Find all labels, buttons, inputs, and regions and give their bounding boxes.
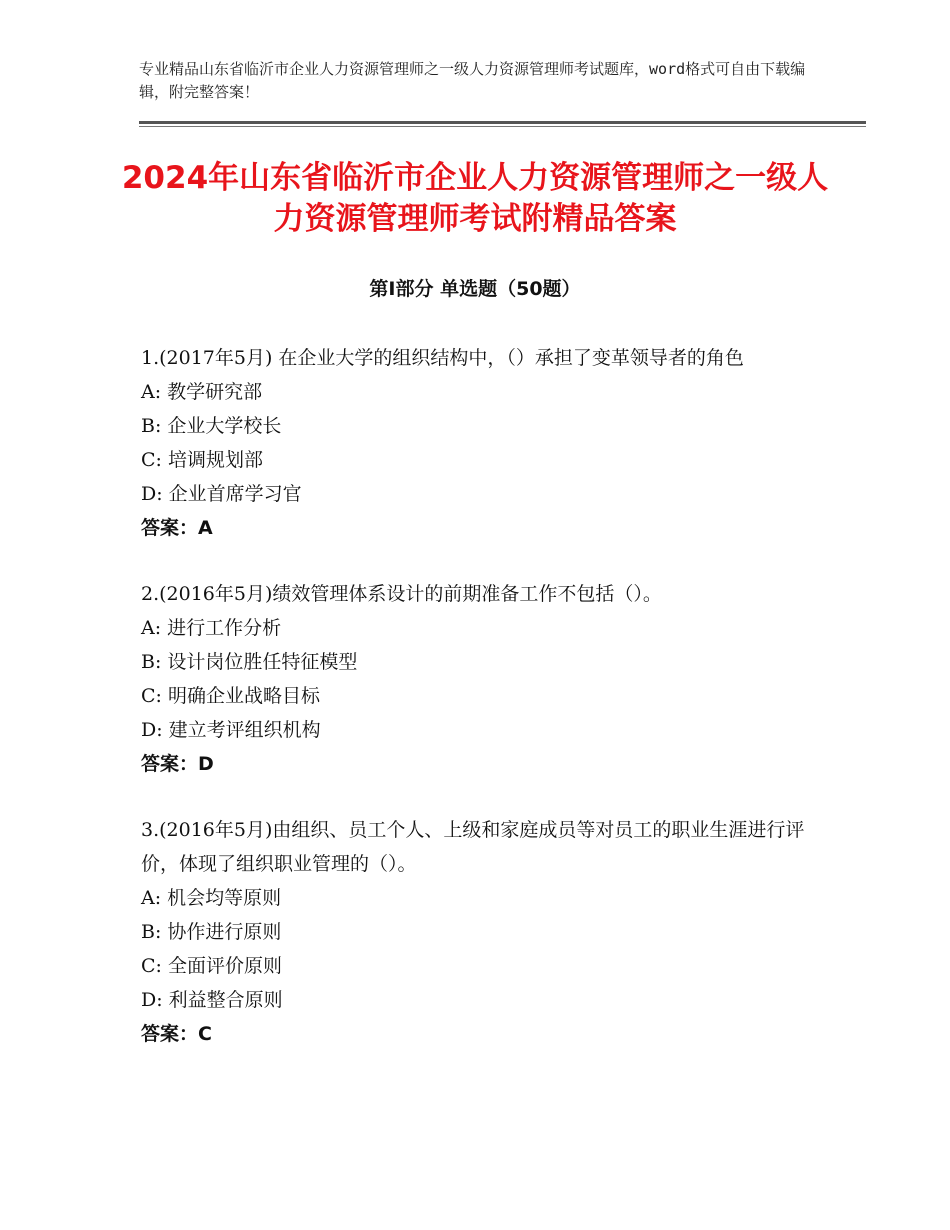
header-rule-thick: [139, 121, 866, 124]
option-a: A: 教学研究部: [141, 381, 263, 403]
section-heading: 第Ⅰ部分 单选题（50题）: [369, 278, 581, 300]
option-a: A: 进行工作分析: [141, 617, 282, 639]
answer: 答案：D: [141, 753, 214, 775]
question-2: [141, 577, 831, 781]
question-1: [141, 341, 831, 545]
question-stem: 3.(2016年5月)由组织、员工个人、上级和家庭成员等对员工的职业生涯进行评价，体现了组织职业管理的（）。: [141, 819, 805, 875]
question-stem: 2.(2016年5月)绩效管理体系设计的前期准备工作不包括（）。: [141, 583, 662, 605]
option-b: B: 企业大学校长: [141, 415, 282, 437]
header-note: 专业精品山东省临沂市企业人力资源管理师之一级人力资源管理师考试题库，word格式可自由下载编辑，附完整答案！: [139, 60, 806, 101]
option-c: C: 明确企业战略目标: [141, 685, 320, 707]
option-c: C: 全面评价原则: [141, 955, 282, 977]
question-stem: 1.(2017年5月) 在企业大学的组织结构中，（）承担了变革领导者的角色: [141, 347, 744, 369]
option-b: B: 设计岗位胜任特征模型: [141, 651, 358, 673]
option-b: B: 协作进行原则: [141, 921, 282, 943]
option-d: D: 建立考评组织机构: [141, 719, 321, 741]
question-3: [141, 813, 831, 1051]
answer: 答案：C: [141, 1023, 212, 1045]
option-d: D: 企业首席学习官: [141, 483, 302, 505]
option-c: C: 培调规划部: [141, 449, 263, 471]
header-rule-thin: [139, 126, 866, 127]
question-list: [141, 341, 831, 1083]
option-a: A: 机会均等原则: [141, 887, 282, 909]
answer: 答案：A: [141, 517, 213, 539]
option-d: D: 利益整合原则: [141, 989, 283, 1011]
document-title: 2024年山东省临沂市企业人力资源管理师之一级人力资源管理师考试附精品答案: [121, 160, 829, 237]
